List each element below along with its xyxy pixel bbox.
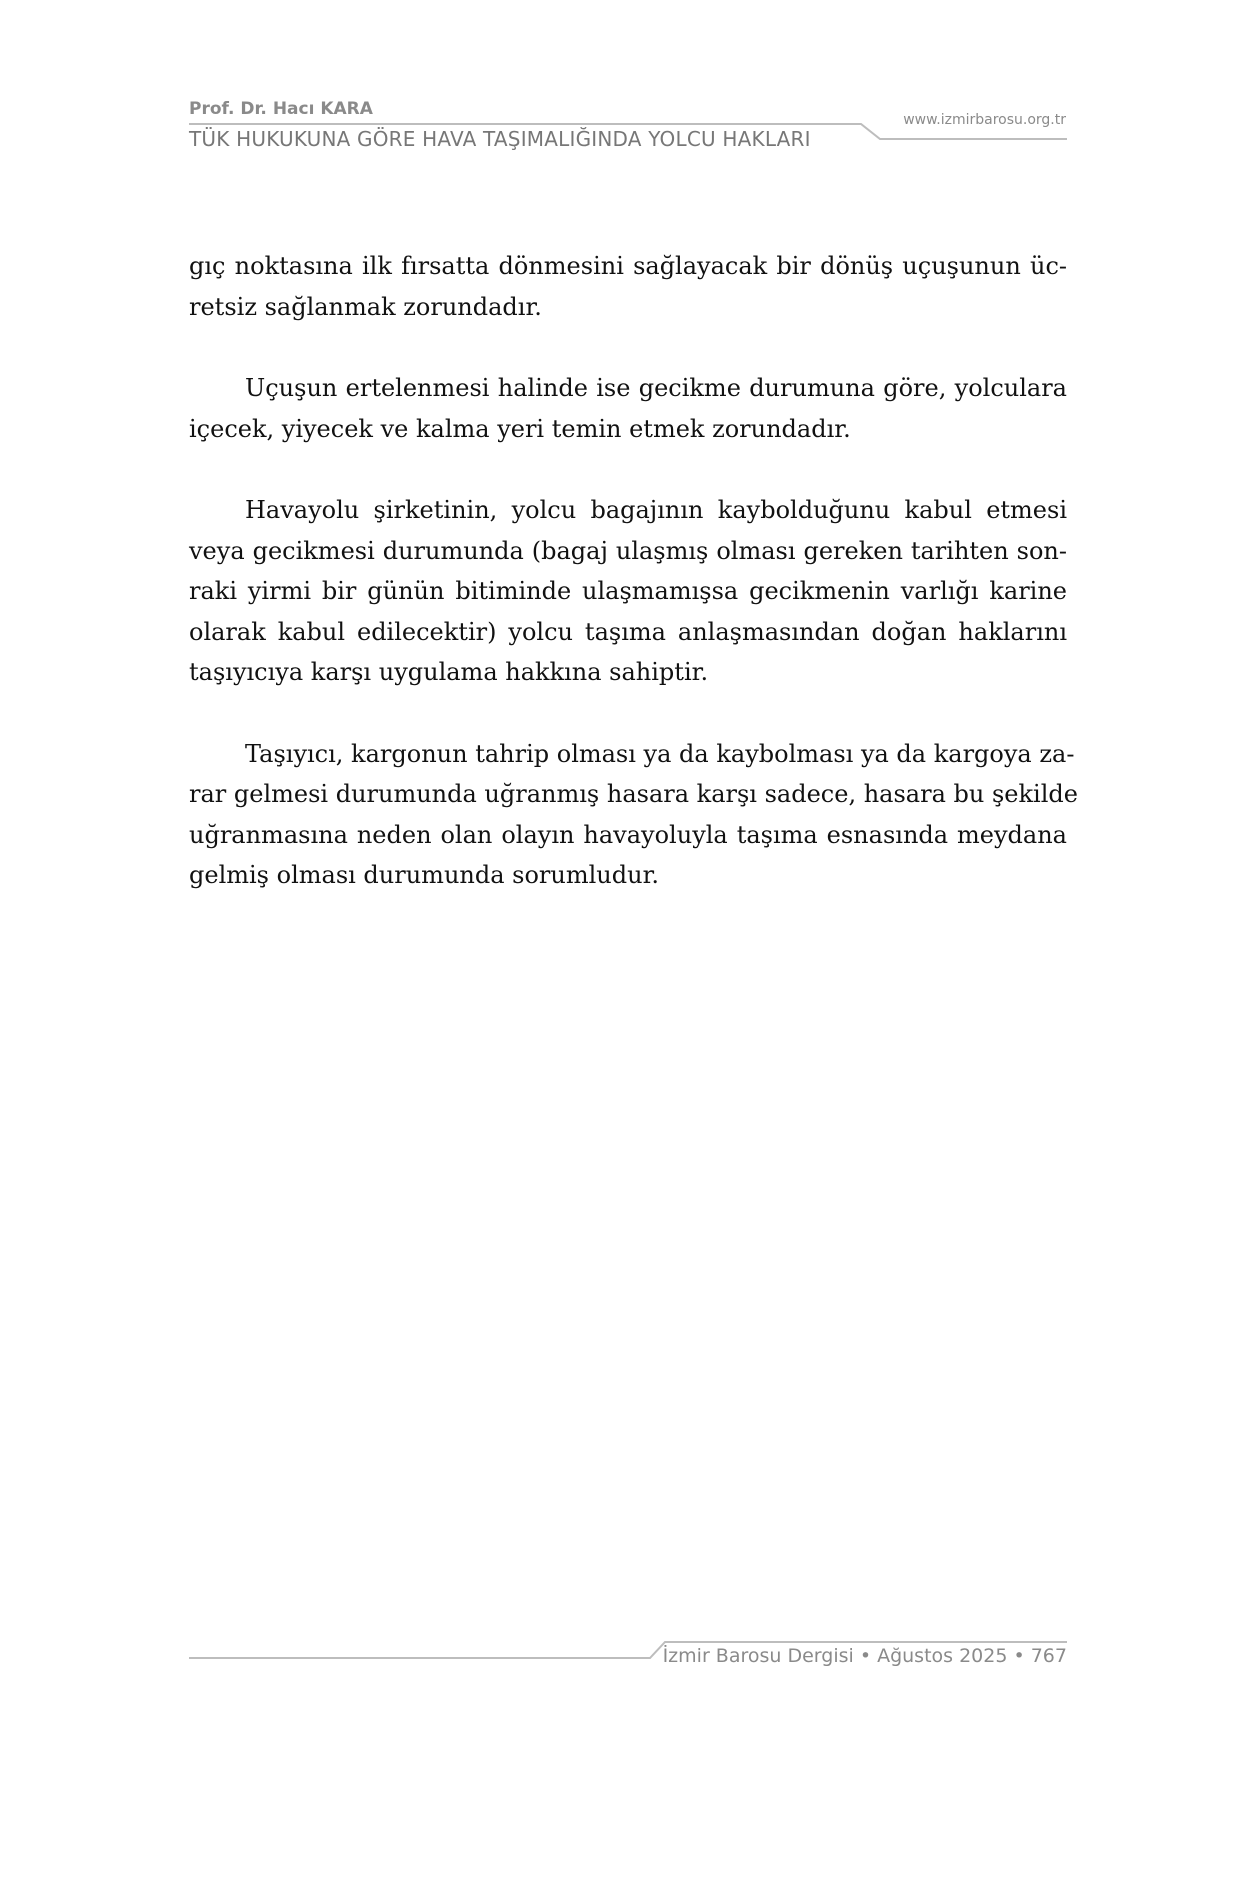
text-line: gıç noktasına ilk fırsatta dönmesini sağlayacak bir dönüş uçuşunun üc- bbox=[189, 252, 1067, 280]
paragraph bbox=[189, 734, 1078, 896]
text-line: uğranmasına neden olan olayın havayoluyla taşıma esnasında meydana bbox=[189, 820, 1067, 849]
footer-rule bbox=[0, 1620, 1260, 1820]
paragraph bbox=[189, 368, 1067, 449]
paragraph bbox=[189, 246, 1067, 327]
text-line: olarak kabul edilecektir) yolcu taşıma anlaşmasından doğan haklarını bbox=[189, 617, 1067, 646]
header-author: Prof. Dr. Hacı KARA bbox=[189, 99, 373, 119]
text-line: taşıyıcıya karşı uygulama hakkına sahiptir. bbox=[189, 658, 709, 686]
text-line: veya gecikmesi durumunda (bagaj ulaşmış olması gereken tarihten son- bbox=[189, 536, 1067, 565]
text-line: gelmiş olması durumunda sorumludur. bbox=[189, 861, 660, 889]
text-line: Havayolu şirketinin, yolcu bagajının kaybolduğunu kabul etmesi bbox=[245, 496, 1067, 524]
text-line: retsiz sağlanmak zorundadır. bbox=[189, 292, 542, 321]
header-article-title: TÜK HUKUKUNA GÖRE HAVA TAŞIMALIĞINDA YOLCU HAKLARI bbox=[189, 127, 811, 151]
paragraph bbox=[189, 490, 1067, 693]
footer-journal-info: İzmir Barosu Dergisi • Ağustos 2025 • 767 bbox=[662, 1645, 1067, 1667]
header-url: www.izmirbarosu.org.tr bbox=[903, 112, 1066, 128]
text-line: içecek, yiyecek ve kalma yeri temin etmek zorundadır. bbox=[189, 414, 851, 443]
text-line: Taşıyıcı, kargonun tahrip olması ya da kaybolması ya da kargoya za- bbox=[245, 739, 1075, 768]
text-line: raki yirmi bir günün bitiminde ulaşmamışsa gecikmenin varlığı karine bbox=[189, 577, 1067, 605]
article-body bbox=[189, 246, 1078, 937]
text-line: Uçuşun ertelenmesi halinde ise gecikme durumuna göre, yolculara bbox=[245, 374, 1067, 402]
text-line: rar gelmesi durumunda uğranmış hasara karşı sadece, hasara bu şekilde bbox=[189, 780, 1078, 808]
